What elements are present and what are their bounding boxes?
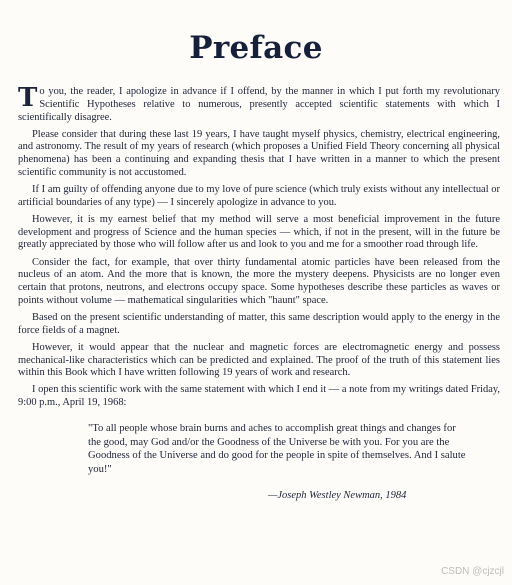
preface-body	[18, 83, 500, 503]
paragraph-7: However, it would appear that the nuclear and magnetic forces are electromagnetic energy and possess mechanical-like characteristics which can be predicted and explained. The proof of the truth of this statement lies within this Book which I have written following 19 years of work and research.	[18, 341, 500, 379]
page-title: Preface	[189, 30, 323, 66]
watermark: CSDN @cjzcjl	[441, 566, 504, 577]
paragraph-2: Please consider that during these last 19 years, I have taught myself physics, chemistry, electrical engineering, and astronomy. The result of my years of research (which proposes a Unified Field Theory concerning all physical phenomena) has been a continuing and expanding thesis that I have written in a manner to which the present scientific community is not accustomed.	[18, 128, 500, 178]
paragraph-6: Based on the present scientific understanding of matter, this same description would apply to the energy in the force fields of a magnet.	[18, 311, 500, 336]
paragraph-4: However, it is my earnest belief that my method will serve a most beneficial improvement in the future development and progress of Science and the human species — which, if not in the present, will in the future be greatly appreciated by those who will follow after us and look to you and me for a smoother road through life.	[18, 213, 500, 251]
paragraph-3: If I am guilty of offending anyone due to my love of pure science (which truly exists without any intellectual or artificial boundaries of any type) — I sincerely apologize in advance to you.	[18, 184, 500, 208]
paragraph-1-text: o you, the reader, I apologize in advance if I offend, by the manner in which I put forth my revolutionary Scientific Hypotheses relative to numerous, presently accepted scientific statements with which I scientifically disagree.	[18, 86, 500, 123]
drop-cap: T	[18, 83, 38, 113]
block-quote: "To all people whose brain burns and aches to accomplish great things and changes for the good, may God and/or the Goodness of the Universe be with you. For you are the Goodness of the Universe and do good for the people in spite of themselves. And I salute you!"	[88, 422, 466, 475]
paragraph-5: Consider the fact, for example, that over thirty fundamental atomic particles have been released from the nucleus of an atom. And the more that is known, the more the mystery deepens. Physicists are no longer even certain that protons, neutrons, and electrons occupy space. Some hypotheses describe these particles as waves or points without volume — mathematical singularities which "haunt" space.	[18, 256, 500, 306]
paragraph-8: I open this scientific work with the same statement with which I end it — a note from my writings dated Friday, 9:00 p.m., April 19, 1968:	[18, 384, 500, 409]
paragraph-1	[18, 83, 500, 124]
signature: —Joseph Westley Newman, 1984	[268, 490, 407, 502]
